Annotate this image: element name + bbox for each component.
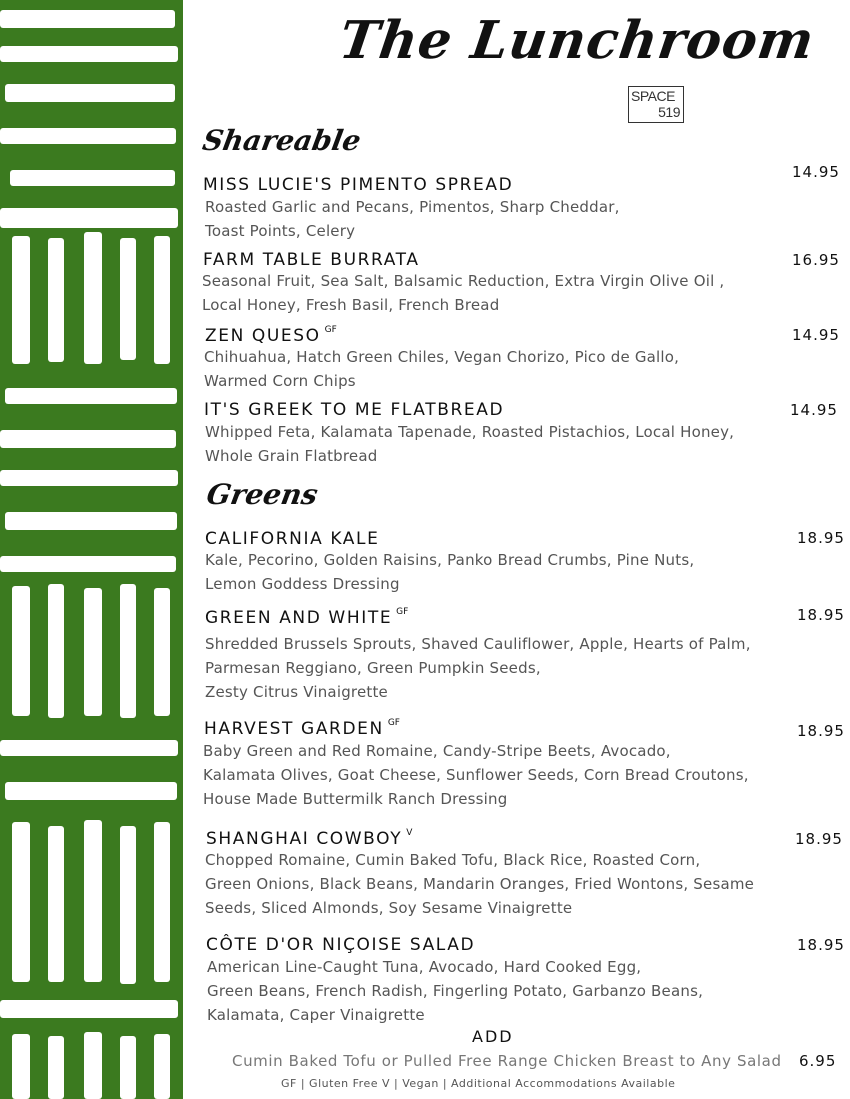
menu-item-name: FARM TABLE BURRATA [203,250,420,270]
menu-item-description: Chihuahua, Hatch Green Chiles, Vegan Chorizo, Pico de Gallo, Warmed Corn Chips [204,348,680,390]
brush-stroke [84,232,102,364]
add-on-label: ADD [472,1027,514,1046]
brush-stroke [0,10,175,28]
menu-item-description: Baby Green and Red Romaine, Candy-Stripe Beets, Avocado, Kalamata Olives, Goat Cheese, Sunflower Seeds, Corn Bread Croutons, House Made Buttermilk Ranch Dressing [203,742,749,808]
menu-item-name: HARVEST GARDEN $^{GF}$ [204,718,400,739]
brush-stroke [48,826,64,982]
brush-stroke [0,208,178,228]
brush-stroke [10,170,175,186]
logo-line-2: 519 [658,104,680,120]
brush-stroke [120,238,136,360]
menu-item-price: 14.95 [792,163,840,181]
menu-item-description: Roasted Garlic and Pecans, Pimentos, Sharp Cheddar, Toast Points, Celery [205,198,620,240]
brush-stroke [48,238,64,362]
logo-line-1: SPACE [631,88,675,104]
brush-stroke [120,826,136,984]
menu-item-description: Seasonal Fruit, Sea Salt, Balsamic Reduction, Extra Virgin Olive Oil , Local Honey, Fresh Basil, French Bread [202,272,725,314]
brush-stroke [0,46,178,62]
brush-stroke [48,584,64,718]
brush-stroke [84,820,102,982]
menu-item-name: ZEN QUESO $^{GF}$ [205,325,337,346]
brush-stroke [12,822,30,982]
dietary-tag: GF [387,718,400,728]
menu-item-name: CALIFORNIA KALE [205,529,380,549]
brush-stroke [120,1036,136,1099]
brush-stroke [154,822,170,982]
menu-item-price: 14.95 [792,326,840,344]
menu-item-price: 18.95 [797,722,845,740]
brush-stroke [5,84,175,102]
brush-stroke [48,1036,64,1099]
brush-stroke [12,236,30,364]
menu-item-description: Kale, Pecorino, Golden Raisins, Panko Bread Crumbs, Pine Nuts, Lemon Goddess Dressing [205,551,695,593]
menu-item-price: 14.95 [790,401,838,419]
brush-stroke [0,1000,178,1018]
menu-item-name: MISS LUCIE'S PIMENTO SPREAD [203,175,514,195]
brush-stroke [0,430,176,448]
brush-stroke [154,1034,170,1099]
brush-stroke [5,782,177,800]
menu-item-price: 18.95 [797,936,845,954]
add-on-description: Cumin Baked Tofu or Pulled Free Range Chicken Breast to Any Salad [232,1052,782,1070]
menu-item-description: Shredded Brussels Sprouts, Shaved Cauliflower, Apple, Hearts of Palm, Parmesan Reggiano, Green Pumpkin Seeds, Zesty Citrus Vinaigrette [205,635,751,701]
section-heading-greens: Greens [204,478,321,511]
brush-stroke [84,588,102,716]
brush-stroke [0,740,178,756]
brush-stroke [0,470,178,486]
menu-item-price: 18.95 [797,606,845,624]
space-519-logo [628,86,684,123]
section-heading-shareable: Shareable [200,124,364,157]
menu-item-name: SHANGHAI COWBOY $^V$ [206,828,413,849]
dietary-legend: GF | Gluten Free V | Vegan | Additional Accommodations Available [281,1077,676,1090]
menu-item-price: 18.95 [795,830,843,848]
brush-stroke [5,388,177,404]
brush-stroke [5,512,177,530]
brush-stroke [120,584,136,718]
menu-item-name: CÔTE D'OR NIÇOISE SALAD [206,935,476,955]
dietary-tag: GF [324,325,337,335]
brush-stroke [154,236,170,364]
menu-item-price: 16.95 [792,251,840,269]
restaurant-title: The Lunchroom [335,10,819,71]
brush-stroke [12,1034,30,1099]
menu-item-name: GREEN AND WHITE $^{GF}$ [205,607,409,628]
menu-item-description: Chopped Romaine, Cumin Baked Tofu, Black Rice, Roasted Corn, Green Onions, Black Beans, Mandarin Oranges, Fried Wontons, Sesame Seeds, Sliced Almonds, Soy Sesame Vinaigrette [205,851,755,917]
brush-stroke [154,588,170,716]
decorative-stripe-border [0,0,183,1099]
add-on-price: 6.95 [799,1052,837,1070]
menu-item-name: IT'S GREEK TO ME FLATBREAD [204,400,505,420]
menu-item-description: American Line-Caught Tuna, Avocado, Hard Cooked Egg, Green Beans, French Radish, Fingerling Potato, Garbanzo Beans, Kalamata, Caper Vinaigrette [207,958,704,1024]
dietary-tag: GF [396,607,409,617]
dietary-tag: V [406,828,413,838]
brush-stroke [84,1032,102,1099]
menu-item-description: Whipped Feta, Kalamata Tapenade, Roasted Pistachios, Local Honey, Whole Grain Flatbread [205,423,735,465]
brush-stroke [0,128,176,144]
brush-stroke [0,556,176,572]
brush-stroke [12,586,30,716]
menu-item-price: 18.95 [797,529,845,547]
